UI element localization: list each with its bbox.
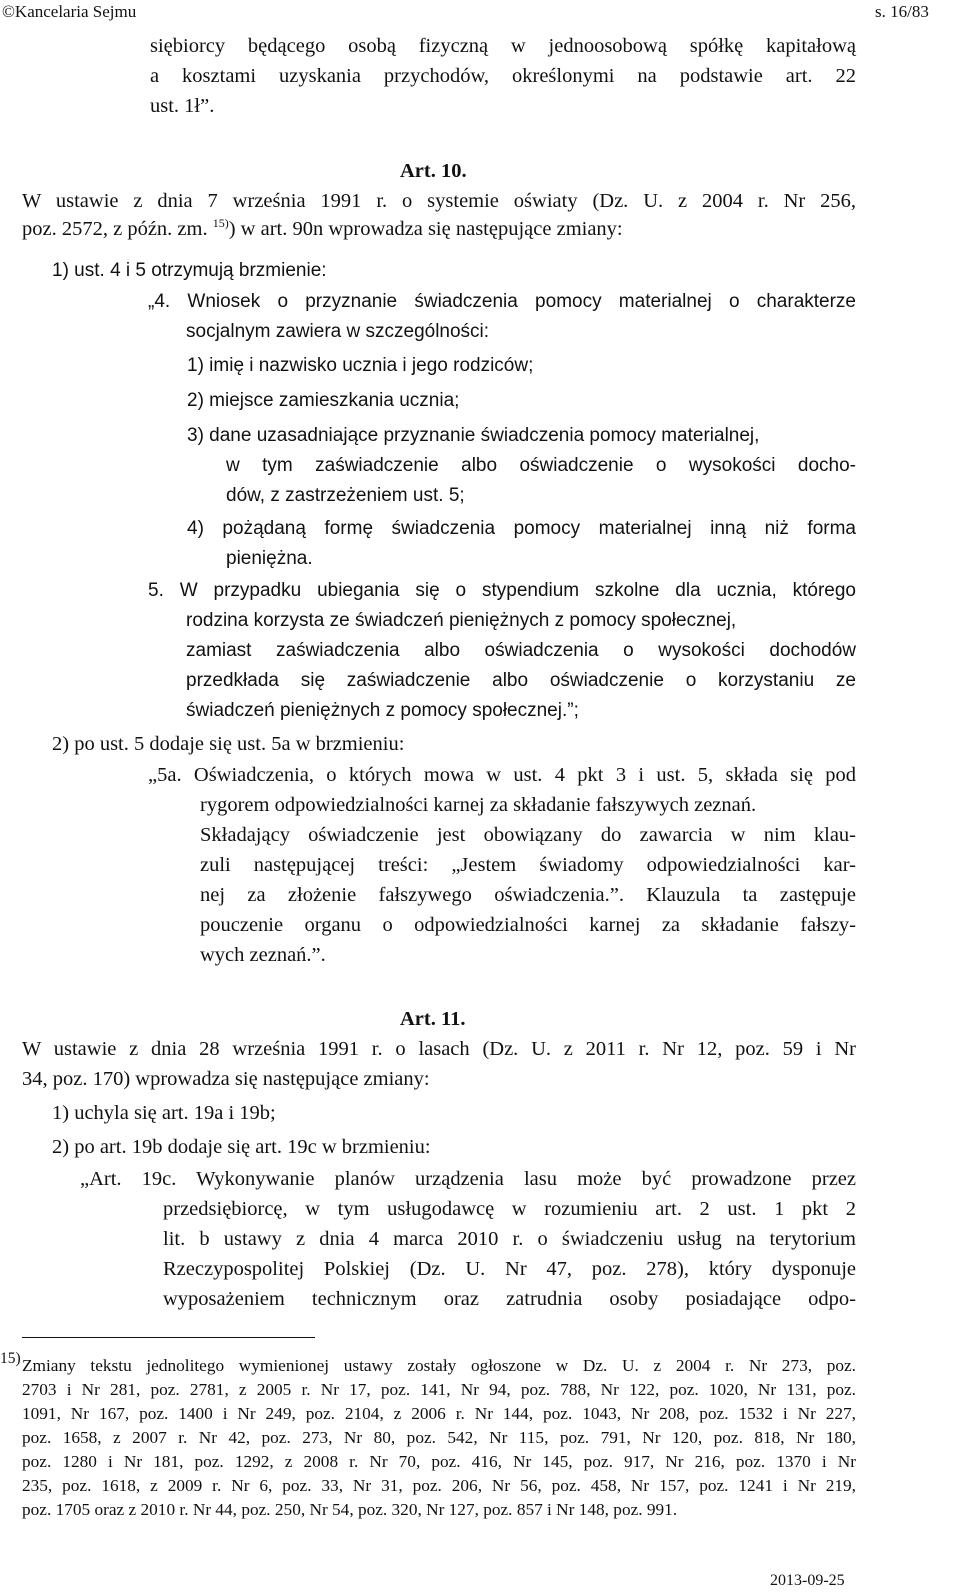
footnote-line: 2703 i Nr 281, poz. 2781, z 2005 r. Nr 17, poz. 141, Nr 94, poz. 788, Nr 122, poz. 1020, Nr 131, poz. (22, 1380, 856, 1399)
copyright-label: ©Kancelaria Sejmu (2, 2, 137, 21)
text-line: rodzina korzysta ze świadczeń pieniężnych z pomocy społecznej, (186, 610, 737, 631)
list-item: 1) imię i nazwisko ucznia i jego rodziców; (187, 355, 534, 376)
footnote-line: 235, poz. 1618, z 2009 r. Nr 6, poz. 33, Nr 31, poz. 206, Nr 56, poz. 458, Nr 157, poz. 1241 i Nr 219, (22, 1476, 856, 1495)
text-line: lit. b ustawy z dnia 4 marca 2010 r. o świadczeniu usług na terytorium (163, 1228, 856, 1250)
text-line: pouczenie organu o odpowiedzialności karnej za składanie fałszy- (200, 914, 856, 936)
text-line: przedsiębiorcę, w tym usługodawcę w rozumieniu art. 2 ust. 1 pkt 2 (163, 1198, 856, 1220)
text-line: zuli następującej treści: „Jestem świadomy odpowiedzialności kar- (200, 854, 856, 876)
text-line: socjalnym zawiera w szczególności: (186, 321, 490, 342)
list-item: 3) dane uzasadniające przyznanie świadczenia pomocy materialnej, (187, 425, 760, 446)
text-line: zamiast zaświadczenia albo oświadczenia o wysokości dochodów (186, 640, 856, 661)
text-line: nej za złożenie fałszywego oświadczenia.”. Klauzula ta zastępuje (200, 884, 856, 906)
text-line: pieniężna. (226, 548, 313, 569)
list-item: 2) po ust. 5 dodaje się ust. 5a w brzmieniu: (52, 733, 405, 755)
text-line: W ustawie z dnia 28 września 1991 r. o lasach (Dz. U. z 2011 r. Nr 12, poz. 59 i Nr (22, 1038, 856, 1060)
footnote-marker: 15) (0, 1350, 21, 1367)
text-line: świadczeń pieniężnych z pomocy społecznej.”; (186, 700, 579, 721)
text-fragment: poz. 2572, z późn. zm. (22, 218, 208, 240)
footnote-reference: 15) (212, 216, 229, 231)
list-item: 2) po art. 19b dodaje się art. 19c w brzmieniu: (52, 1136, 431, 1158)
footnote-line: Zmiany tekstu jednolitego wymienionej ustawy zostały ogłoszone w Dz. U. z 2004 r. Nr 273, poz. (22, 1356, 856, 1375)
text-line: dów, z zastrzeżeniem ust. 5; (226, 485, 465, 506)
page-number: s. 16/83 (875, 2, 929, 21)
text-line: a kosztami uzyskania przychodów, określonymi na podstawie art. 22 (150, 65, 856, 87)
document-date: 2013-09-25 (770, 1572, 845, 1589)
text-line: W ustawie z dnia 7 września 1991 r. o systemie oświaty (Dz. U. z 2004 r. Nr 256, (22, 190, 856, 212)
text-line: „5a. Oświadczenia, o których mowa w ust. 4 pkt 3 i ust. 5, składa się pod (148, 764, 856, 786)
footnote-line: poz. 1280 i Nr 181, poz. 1292, z 2008 r. Nr 70, poz. 416, Nr 145, poz. 917, Nr 216, poz. 1370 i Nr (22, 1452, 856, 1471)
list-item: 1) uchyla się art. 19a i 19b; (52, 1102, 276, 1124)
article-heading: Art. 11. (400, 1008, 466, 1030)
text-line: 34, poz. 170) wprowadza się następujące zmiany: (22, 1068, 430, 1090)
text-line: wych zeznań.”. (200, 944, 326, 966)
footnote-line: poz. 1705 oraz z 2010 r. Nr 44, poz. 250, Nr 54, poz. 320, Nr 127, poz. 857 i Nr 148, poz. 991. (22, 1500, 678, 1519)
footnote-separator (22, 1337, 315, 1338)
text-fragment: ) w art. 90n wprowadza się następujące zmiany: (228, 218, 623, 240)
text-line: 1) ust. 4 i 5 otrzymują brzmienie: (52, 260, 327, 281)
text-line: Składający oświadczenie jest obowiązany do zawarcia w nim klau- (200, 824, 856, 846)
text-line: wyposażeniem technicznym oraz zatrudnia osoby posiadające odpo- (163, 1288, 856, 1310)
list-item: 2) miejsce zamieszkania ucznia; (187, 390, 460, 411)
list-item: 4) pożądaną formę świadczenia pomocy materialnej inną niż forma (187, 518, 856, 539)
text-line: w tym zaświadczenie albo oświadczenie o wysokości docho- (226, 455, 856, 476)
article-heading: Art. 10. (400, 160, 467, 182)
text-line: siębiorcy będącego osobą fizyczną w jednoosobową spółkę kapitałową (150, 35, 856, 57)
text-line: „4. Wniosek o przyznanie świadczenia pomocy materialnej o charakterze (148, 291, 856, 312)
text-line: rygorem odpowiedzialności karnej za składanie fałszywych zeznań. (200, 794, 757, 816)
text-line: przedkłada się zaświadczenie albo oświadczenie o korzystaniu ze (186, 670, 856, 691)
text-line: „Art. 19c. Wykonywanie planów urządzenia lasu może być prowadzone przez (80, 1168, 856, 1190)
text-line: ust. 1ł”. (150, 95, 215, 117)
text-line (22, 218, 623, 241)
text-line: 5. W przypadku ubiegania się o stypendium szkolne dla ucznia, którego (148, 580, 856, 601)
text-line: Rzeczypospolitej Polskiej (Dz. U. Nr 47, poz. 278), który dysponuje (163, 1258, 856, 1280)
footnote-line: poz. 1658, z 2007 r. Nr 42, poz. 273, Nr 80, poz. 542, Nr 115, poz. 791, Nr 120, poz. 818, Nr 180, (22, 1428, 856, 1447)
footnote-line: 1091, Nr 167, poz. 1400 i Nr 249, poz. 2104, z 2006 r. Nr 144, poz. 1043, Nr 208, poz. 1532 i Nr 227, (22, 1404, 856, 1423)
